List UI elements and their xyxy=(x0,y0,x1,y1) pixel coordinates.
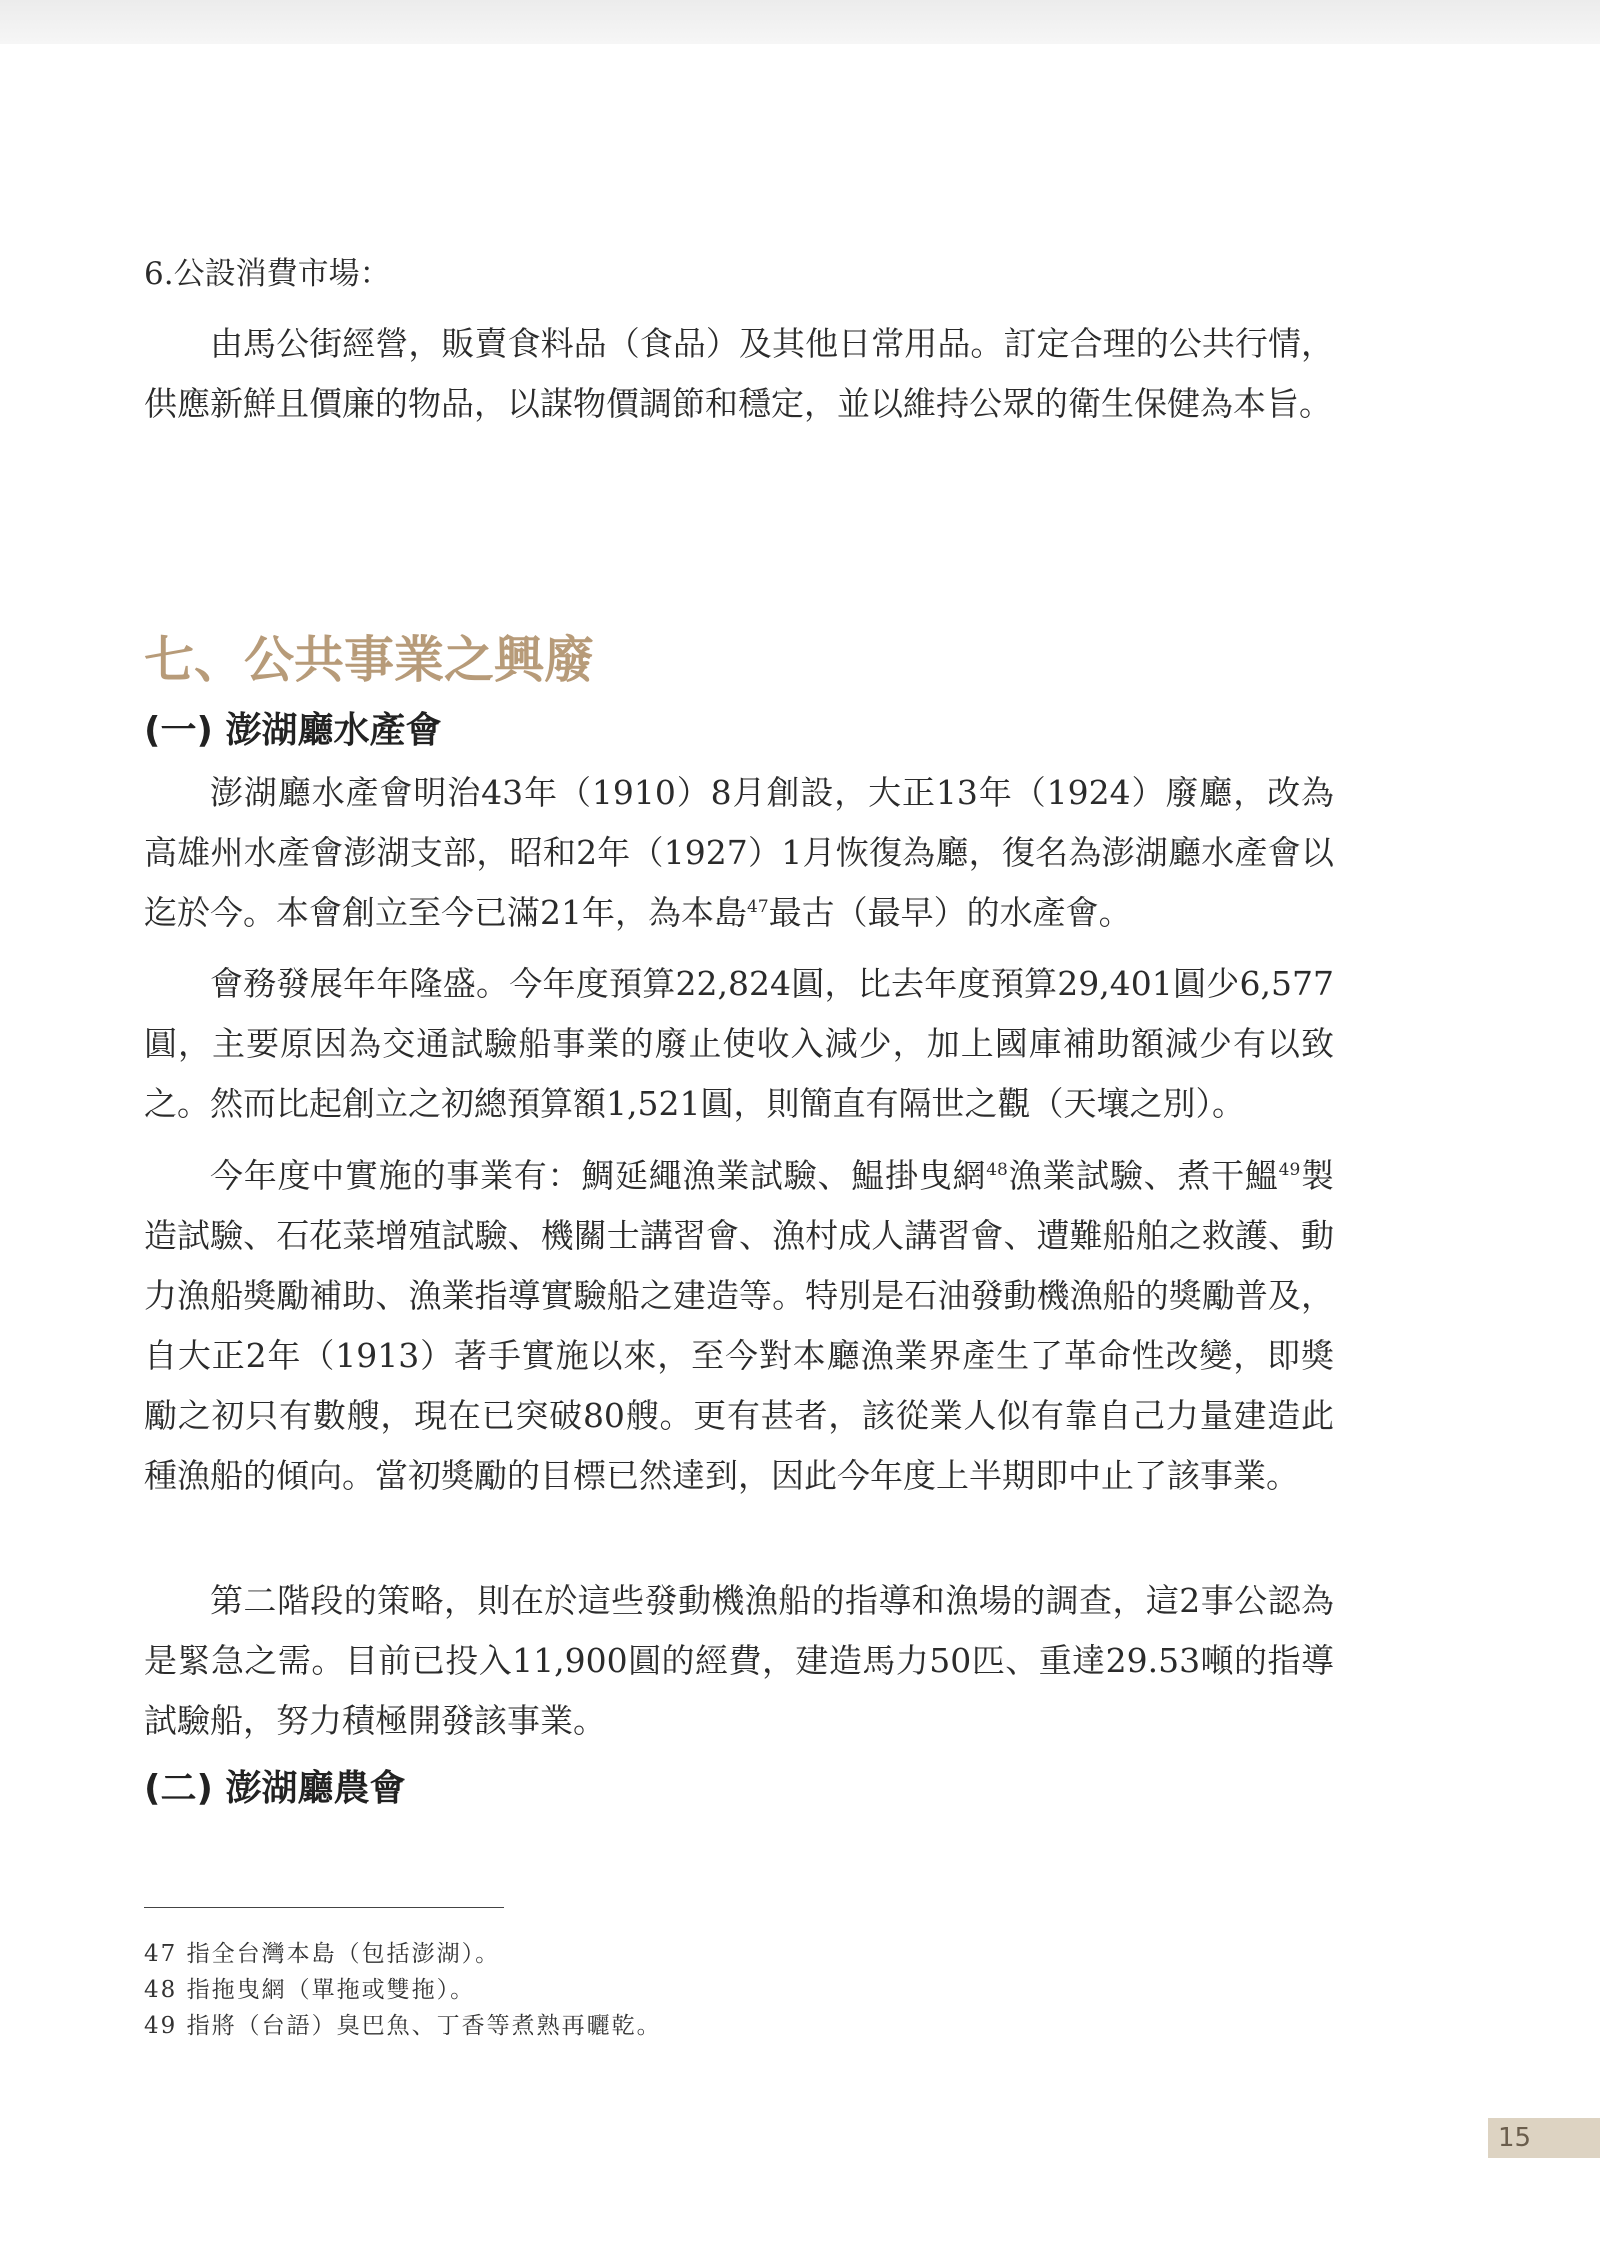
subsection-2-heading: (二) 澎湖廳農會 xyxy=(144,1768,406,1809)
paragraph-text: 最古（最早）的水產會。 xyxy=(768,893,1132,932)
footnote-ref-47[interactable]: 47 xyxy=(747,897,769,917)
page-number-tab xyxy=(1488,2118,1600,2158)
page-number: 15 xyxy=(1498,2123,1532,2153)
footnote-ref-49[interactable]: 49 xyxy=(1278,1160,1301,1180)
footnotes xyxy=(144,1936,1044,2044)
scan-top-band xyxy=(0,0,1600,44)
footnote-49: 49 指將（台語）臭巴魚、丁香等煮熟再曬乾。 xyxy=(144,2013,662,2039)
subsection-1-paragraph-4: 第二階段的策略，則在於這些發動機漁船的指導和漁場的調查，這2事公認為是緊急之需。目前已投入11,900圓的經費，建造馬力50匹、重達29.53噸的指導試驗船，努力積極開發該事業。 xyxy=(144,1581,1334,1740)
paragraph-text: 澎湖廳水產會明治43年（1910）8月創設，大正13年（1924）廢廳，改為高雄州水產會澎湖支部，昭和2年（1927）1月恢復為廳，復名為澎湖廳水產會以迄於今。本會創立至今已滿21年，為本島 xyxy=(144,773,1334,932)
item-6-paragraph: 由馬公街經營，販賣食料品（食品）及其他日常用品。訂定合理的公共行情，供應新鮮且價廉的物品，以謀物價調節和穩定，並以維持公眾的衛生保健為本旨。 xyxy=(144,324,1334,423)
footnote-48: 48 指拖曳網（單拖或雙拖）。 xyxy=(144,1977,476,2003)
subsection-1-paragraph-2: 會務發展年年隆盛。今年度預算22,824圓，比去年度預算29,401圓少6,577圓，主要原因為交通試驗船事業的廢止使收入減少，加上國庫補助額減少有以致之。然而比起創立之初總預算額1,521圓，則簡直有隔世之觀（天壤之別）。 xyxy=(144,964,1334,1123)
subsection-1-paragraph-1 xyxy=(144,763,1334,943)
paragraph-text: 製造試驗、石花菜增殖試驗、機關士講習會、漁村成人講習會、遭難船舶之救護、動力漁船獎勵補助、漁業指導實驗船之建造等。特別是石油發動機漁船的獎勵普及，自大正2年（1913）著手實施以來，至今對本廳漁業界產生了革命性改變，即獎勵之初只有數艘，現在已突破80艘。更有甚者，該從業人似有靠自己力量建造此種漁船的傾向。當初獎勵的目標已然達到，因此今年度上半期即中止了該事業。 xyxy=(144,1156,1335,1495)
paragraph-text: 今年度中實施的事業有：鯛延繩漁業試驗、鰛掛曳網 xyxy=(210,1156,987,1195)
subsection-1-heading: (一) 澎湖廳水產會 xyxy=(144,710,442,751)
footnote-47: 47 指全台灣本島（包括澎湖）。 xyxy=(144,1941,501,1967)
footnote-divider xyxy=(144,1907,504,1908)
subsection-1-paragraph-3 xyxy=(144,1146,1334,1506)
footnote-ref-48[interactable]: 48 xyxy=(986,1160,1008,1180)
section-title: 七、公共事業之興廢 xyxy=(144,631,594,689)
item-6-title: 6.公設消費市場： xyxy=(144,256,391,292)
paragraph-text: 漁業試驗、煮干鰮 xyxy=(1007,1156,1279,1195)
